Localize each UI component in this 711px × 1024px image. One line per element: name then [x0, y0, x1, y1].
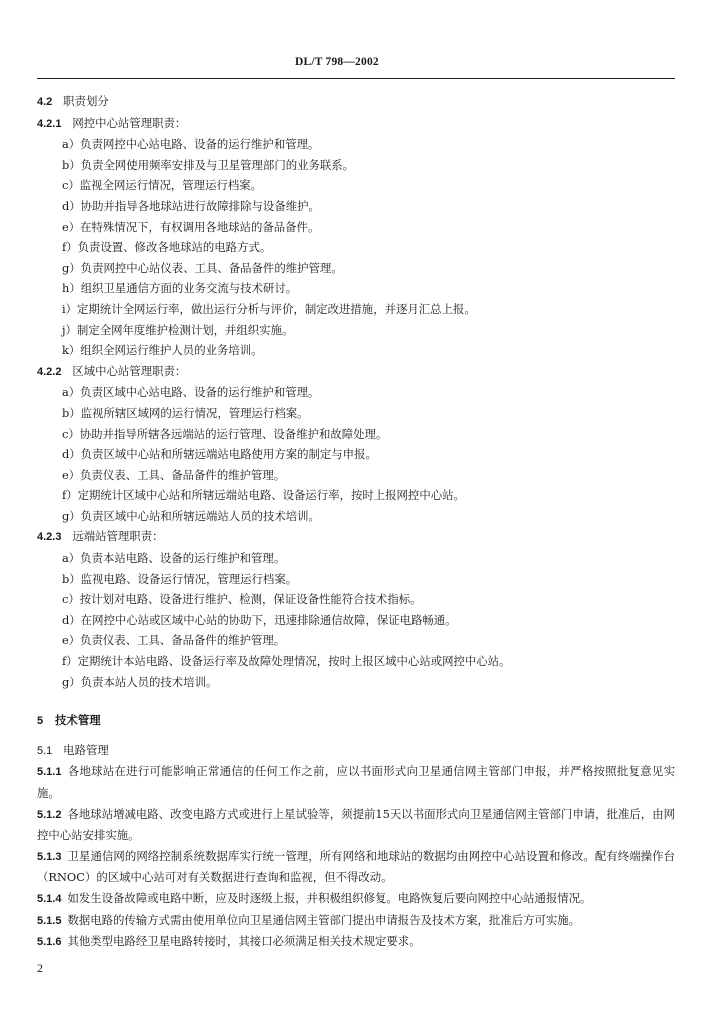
list-item: g）负责区域中心站和所辖远端站人员的技术培训。 — [62, 508, 320, 523]
clause-number: 5.1.1 — [37, 766, 62, 779]
header-rule — [37, 78, 675, 79]
list-item: f）负责设置、修改各地球站的电路方式。 — [62, 240, 272, 255]
clause-number: 5.1.4 — [37, 892, 62, 905]
section-number: 5.1 — [37, 744, 53, 757]
list-item: h）组织卫星通信方面的业务交流与技术研讨。 — [62, 281, 298, 296]
list-item: a）负责区域中心站电路、设备的运行维护和管理。 — [62, 385, 320, 400]
section-number: 5 — [37, 715, 44, 728]
paragraph-text: 数据电路的传输方式需由使用单位向卫星通信网主管部门提出申请报告及技术方案，批准后方可实施。 — [67, 912, 581, 927]
section-5-1-heading — [37, 740, 675, 762]
clause-4-2-1-list — [37, 134, 675, 361]
list-item: e）在特殊情况下，有权调用各地球站的备品备件。 — [62, 219, 320, 234]
list-item: j）制定全网年度维护检测计划，并组织实施。 — [62, 322, 294, 337]
clause-number: 5.1.6 — [37, 936, 62, 949]
page-body — [37, 91, 675, 953]
list-item: f）定期统计本站电路、设备运行率及故障处理情况，按时上报区域中心站或网控中心站。 — [62, 654, 511, 669]
list-item: i）定期统计全网运行率，做出运行分析与评价，制定改进措施，并逐月汇总上报。 — [62, 301, 476, 316]
section-4-2-heading — [37, 91, 675, 113]
clause-number: 5.1.5 — [37, 914, 62, 927]
running-header: DL/T 798—2002 — [295, 56, 379, 68]
page-number: 2 — [37, 961, 43, 975]
paragraph-text: 各地球站在进行可能影响正常通信的任何工作之前，应以书面形式向卫星通信网主管部门申报，并严格按照批复意见实施。 — [37, 764, 675, 800]
clause-4-2-2-list — [37, 382, 675, 526]
clause-number: 5.1.3 — [37, 850, 62, 863]
list-item: g）负责本站人员的技术培训。 — [62, 674, 218, 689]
list-item: b）负责全网使用频率安排及与卫星管理部门的业务联系。 — [62, 157, 355, 172]
clause-4-2-2-heading — [37, 361, 675, 383]
list-item: a）负责网控中心站电路、设备的运行维护和管理。 — [62, 137, 320, 152]
list-item: e）负责仪表、工具、备品备件的维护管理。 — [62, 633, 286, 648]
list-item: c）按计划对电路、设备进行维护、检测，保证设备性能符合技术指标。 — [62, 592, 422, 607]
paragraph-text: 其他类型电路经卫星电路转接时，其接口必须满足相关技术规定要求。 — [67, 934, 421, 949]
paragraph-5-1-1 — [37, 761, 675, 803]
list-item: f）定期统计区域中心站和所辖远端站电路、设备运行率，按时上报网控中心站。 — [62, 488, 465, 503]
clause-title: 区域中心站管理职责： — [72, 363, 187, 378]
list-item: g）负责网控中心站仪表、工具、备品备件的维护管理。 — [62, 260, 343, 275]
clause-number: 5.1.2 — [37, 808, 62, 821]
section-5-heading — [37, 710, 675, 732]
list-item: e）负责仪表、工具、备品备件的维护管理。 — [62, 467, 286, 482]
paragraph-5-1-3 — [37, 846, 675, 888]
clause-number: 4.2.2 — [37, 365, 62, 378]
clause-4-2-3-list — [37, 548, 675, 692]
paragraph-text: 各地球站增减电路、改变电路方式或进行上星试验等，须提前15天以书面形式向卫星通信网主管部门申请，批准后，由网控中心站安排实施。 — [37, 806, 675, 843]
spacer — [37, 732, 675, 740]
clause-number: 4.2.3 — [37, 531, 62, 544]
list-item: b）监视电路、设备运行情况，管理运行档案。 — [62, 571, 298, 586]
list-item: d）负责区域中心站和所辖远端站电路使用方案的制定与申报。 — [62, 447, 377, 462]
section-title: 技术管理 — [55, 713, 101, 728]
clause-number: 4.2.1 — [37, 117, 62, 130]
spacer — [37, 692, 675, 700]
list-item: d）在网控中心站或区域中心站的协助下，迅速排除通信故障，保证电路畅通。 — [62, 612, 457, 627]
list-item: b）监视所辖区域网的运行情况，管理运行档案。 — [62, 405, 309, 420]
list-item: c）监视全网运行情况，管理运行档案。 — [62, 178, 263, 193]
paragraph-text: 卫星通信网的网络控制系统数据库实行统一管理，所有网络和地球站的数据均由网控中心站设置和修改。配有终端操作台（RNOC）的区域中心站可对有关数据进行查询和监视，但不得改动。 — [37, 848, 675, 885]
section-title: 职责划分 — [63, 94, 109, 108]
paragraph-5-1-2 — [37, 804, 675, 846]
section-number: 4.2 — [37, 96, 53, 108]
paragraph-5-1-6 — [37, 931, 675, 953]
paragraph-text: 如发生设备故障或电路中断，应及时逐级上报，并积极组织修复。电路恢复后要向网控中心站通报情况。 — [67, 890, 592, 905]
list-item: c）协助并指导所辖各远端站的运行管理、设备维护和故障处理。 — [62, 426, 388, 441]
clause-4-2-3-heading — [37, 526, 675, 548]
list-item: d）协助并指导各地球站进行故障排除与设备维护。 — [62, 198, 320, 213]
list-item: k）组织全网运行维护人员的业务培训。 — [62, 343, 263, 358]
section-title: 电路管理 — [63, 742, 109, 757]
paragraph-5-1-4 — [37, 888, 675, 910]
list-item: a）负责本站电路、设备的运行维护和管理。 — [62, 551, 286, 566]
clause-title: 远端站管理职责： — [72, 529, 164, 544]
clause-4-2-1-heading — [37, 113, 675, 135]
paragraph-5-1-5 — [37, 910, 675, 932]
clause-title: 网控中心站管理职责： — [72, 115, 187, 130]
